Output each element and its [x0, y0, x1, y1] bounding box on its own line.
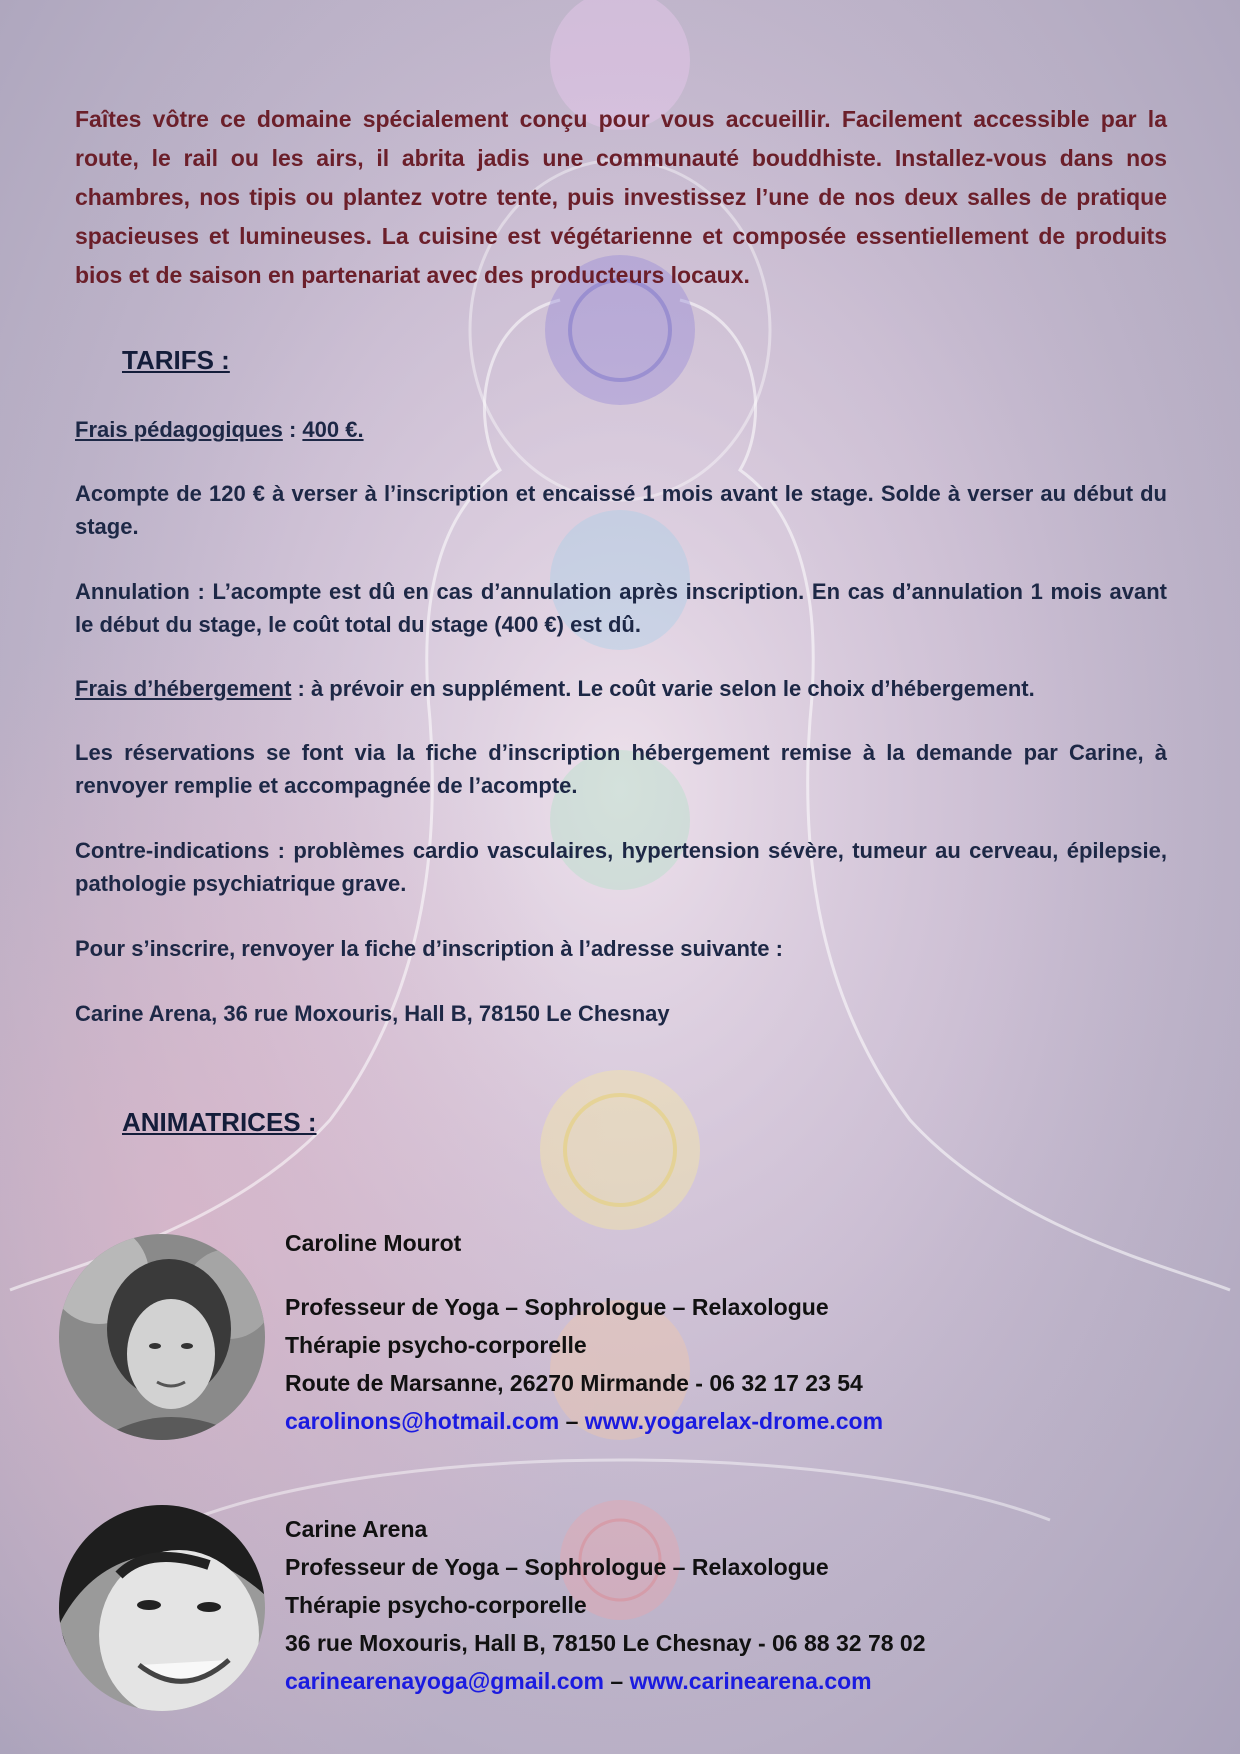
intro-paragraph: Faîtes vôtre ce domaine spécialement conçu pour vous accueillir. Facilement accessible par la route, le rail ou les airs, il abrita jadis une communauté bouddhiste. Installez-vous dans nos chambres, nos tipis ou plantez votre tente, puis investissez l’une de nos deux salles de pratique spacieuses et lumineuses. La cuisine est végétarienne et composée essentiellement de produits bios et de saison en partenariat avec des producteurs locaux. [75, 106, 1167, 288]
annulation-paragraph: Annulation : L’acompte est dû en cas d’annulation après inscription. En cas d’annulation 1 mois avant le début du stage, le coût total du stage (400 €) est dû. [75, 579, 1167, 637]
contre-indications-paragraph: Contre-indications : problèmes cardio vasculaires, hypertension sévère, tumeur au cerveau, épilepsie, pathologie psychiatrique grave. [75, 838, 1167, 896]
reservations-paragraph: Les réservations se font via la fiche d’inscription hébergement remise à la demande par Carine, à renvoyer remplie et accompagnée de l’acompte. [75, 740, 1167, 798]
hebergement-label: Frais d’hébergement [75, 676, 292, 701]
frais-label: Frais pédagogiques [75, 417, 283, 442]
person-address: 36 rue Moxouris, Hall B, 78150 Le Chesnay - 06 88 32 78 02 [285, 1630, 926, 1656]
person-links [285, 1402, 883, 1440]
website-link[interactable]: www.carinearena.com [629, 1668, 872, 1694]
portrait-image [59, 1234, 265, 1440]
person-name: Caroline Mourot [285, 1230, 462, 1256]
person-links [285, 1662, 872, 1700]
person-therapy: Thérapie psycho-corporelle [285, 1592, 587, 1618]
person-address: Route de Marsanne, 26270 Mirmande - 06 32 17 23 54 [285, 1370, 863, 1396]
tarifs-heading: TARIFS : [122, 345, 230, 375]
frais-pedagogiques [75, 413, 1167, 446]
email-link[interactable]: carolinons@hotmail.com [285, 1408, 560, 1434]
adresse-paragraph: Carine Arena, 36 rue Moxouris, Hall B, 78150 Le Chesnay [75, 1001, 670, 1026]
hebergement-text: : à prévoir en supplément. Le coût varie selon le choix d’hébergement. [291, 676, 1035, 701]
hebergement-paragraph [75, 672, 1167, 705]
person-title: Professeur de Yoga – Sophrologue – Relaxologue [285, 1294, 829, 1320]
person-therapy: Thérapie psycho-corporelle [285, 1332, 587, 1358]
link-separator: – [604, 1668, 630, 1694]
link-separator: – [559, 1408, 585, 1434]
avatar-caroline [59, 1234, 265, 1440]
email-link[interactable]: carinearenayoga@gmail.com [285, 1668, 605, 1694]
portrait-image [59, 1505, 265, 1711]
person-name: Carine Arena [285, 1516, 428, 1542]
frais-value: 400 €. [302, 417, 364, 442]
avatar-carine [59, 1505, 265, 1711]
website-link[interactable]: www.yogarelax-drome.com [584, 1408, 884, 1434]
frais-separator: : [282, 417, 303, 442]
person-title: Professeur de Yoga – Sophrologue – Relaxologue [285, 1554, 829, 1580]
animatrices-heading: ANIMATRICES : [122, 1107, 317, 1137]
acompte-paragraph: Acompte de 120 € à verser à l’inscription et encaissé 1 mois avant le stage. Solde à verser au début du stage. [75, 481, 1167, 539]
inscrire-paragraph: Pour s’inscrire, renvoyer la fiche d’inscription à l’adresse suivante : [75, 936, 783, 961]
